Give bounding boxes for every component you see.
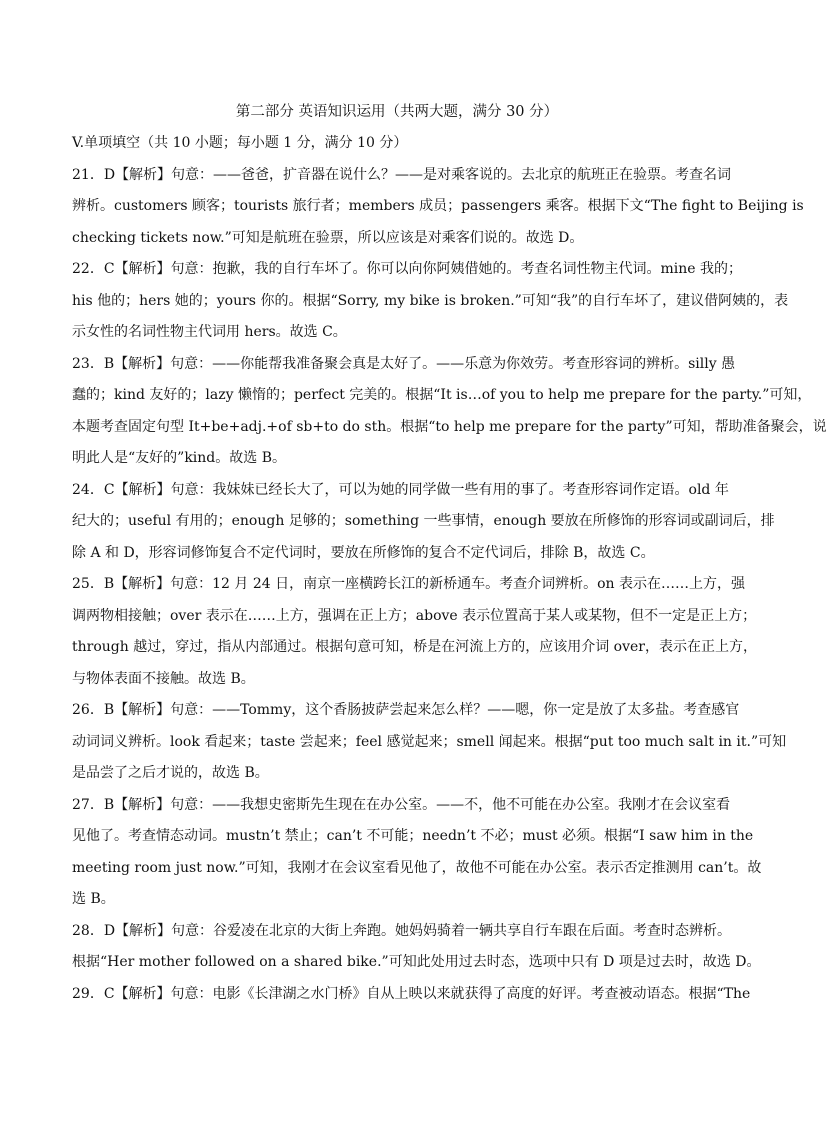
answer-line: 纪大的；useful 有用的；enough 足够的；something 一些事情，enough 要放在所修饰的形容词或副词后，排	[72, 513, 775, 529]
section-subtitle: V.单项填空（共 10 小题；每小题 1 分，满分 10 分）	[72, 135, 408, 151]
answer-line: 是品尝了之后才说的，故选 B。	[72, 765, 269, 781]
answer-line: 选 B。	[72, 891, 115, 907]
answer-line: 动词词义辨析。look 看起来；taste 尝起来；feel 感觉起来；smell 闻起来。根据“put too much salt in it.”可知	[72, 733, 787, 750]
answer-item	[72, 475, 775, 570]
answer-item	[72, 569, 757, 695]
answer-item	[72, 349, 827, 475]
answer-items	[72, 160, 827, 1011]
answer-item	[72, 695, 787, 790]
answer-item	[72, 979, 751, 1011]
answer-line: 27．B【解析】句意：——我想史密斯先生现在在办公室。——不，他不可能在办公室。我刚才在会议室看	[72, 796, 731, 813]
answer-line: 与物体表面不接触。故选 B。	[72, 670, 255, 687]
answer-line: 调两物相接触；over 表示在……上方，强调在正上方；above 表示位置高于某人或某物，但不一定是正上方；	[72, 607, 757, 624]
answer-line: 28．D【解析】句意：谷爱凌在北京的大街上奔跑。她妈妈骑着一辆共享自行车跟在后面。考查时态辨析。	[72, 922, 732, 939]
answer-line: 26．B【解析】句意：——Tommy，这个香肠披萨尝起来怎么样？——嗯，你一定是放了太多盐。考查感官	[72, 702, 740, 718]
answer-line: 根据“Her mother followed on a shared bike.”可知此处用过去时态，选项中只有 D 项是过去时，故选 D。	[72, 954, 761, 970]
answer-item	[72, 916, 761, 979]
answer-line: his 他的；hers 她的；yours 你的。根据“Sorry, my bike is broken.”可知“我”的自行车坏了，建议借阿姨的，表	[72, 292, 789, 309]
answer-line: 24．C【解析】句意：我妹妹已经长大了，可以为她的同学做一些有用的事了。考查形容词作定语。old 年	[72, 481, 729, 498]
answer-line: checking tickets now.”可知是航班在验票，所以应该是对乘客们说的。故选 D。	[72, 229, 584, 246]
answer-line: 25．B【解析】句意：12 月 24 日，南京一座横跨长江的新桥通车。考查介词辨析。on 表示在……上方，强	[72, 576, 745, 592]
answer-line: 29．C【解析】句意：电影《长津湖之水门桥》自从上映以来就获得了高度的好评。考查被动语态。根据“The	[72, 985, 751, 1002]
answer-line: 示女性的名词性物主代词用 hers。故选 C。	[72, 324, 347, 340]
answer-line: 22．C【解析】句意：抱歉，我的自行车坏了。你可以向你阿姨借她的。考查名词性物主代词。mine 我的；	[72, 261, 743, 277]
answer-line: 辨析。customers 顾客；tourists 旅行者；members 成员；passengers 乘客。根据下文“The fight to Beijing is	[72, 198, 804, 214]
answer-item	[72, 790, 762, 916]
answer-line: 本题考查固定句型 It+be+adj.+of sb+to do sth。根据“to help me prepare for the party”可知，帮助准备聚会，说	[72, 418, 827, 435]
answer-item	[72, 160, 804, 255]
answer-line: 23．B【解析】句意：——你能帮我准备聚会真是太好了。——乐意为你效劳。考查形容词的辨析。silly 愚	[72, 355, 736, 372]
answer-line: 除 A 和 D，形容词修饰复合不定代词时，要放在所修饰的复合不定代词后，排除 B，故选 C。	[72, 544, 655, 561]
answer-line: 21．D【解析】句意：——爸爸，扩音器在说什么？——是对乘客说的。去北京的航班正在验票。考查名词	[72, 166, 732, 183]
section-title: 第二部分 英语知识运用（共两大题，满分 30 分）	[235, 104, 559, 120]
answer-page	[72, 96, 827, 1010]
answer-item	[72, 254, 789, 349]
answer-line: meeting room just now.”可知，我刚才在会议室看见他了，故他不可能在办公室。表示否定推测用 can’t。故	[72, 859, 762, 876]
answer-line: through 越过，穿过，指从内部通过。根据句意可知，桥是在河流上方的，应该用介词 over，表示在正上方，	[72, 639, 757, 655]
answer-line: 蠢的；kind 友好的；lazy 懒惰的；perfect 完美的。根据“It is…of you to help me prepare for the party.”可知，	[72, 387, 812, 403]
answer-line: 见他了。考查情态动词。mustn’t 禁止；can’t 不可能；needn’t 不必；must 必须。根据“I saw him in the	[72, 828, 754, 844]
answer-line: 明此人是“友好的”kind。故选 B。	[72, 450, 286, 466]
